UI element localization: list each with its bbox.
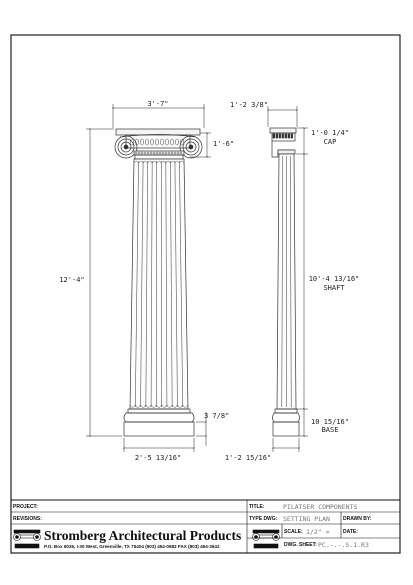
title-label: TITLE:: [249, 504, 265, 510]
front-elevation: [59, 100, 234, 462]
type-dwg-value: SETTING PLAN: [283, 515, 330, 523]
front-capital-height-dim: 1'-6": [213, 140, 235, 148]
scale-label: SCALE:: [284, 529, 303, 535]
date-label: DATE:: [343, 529, 358, 535]
sheet-border: [11, 35, 400, 553]
dentil: [273, 134, 275, 138]
dentil: [276, 134, 278, 138]
company-logo-left: [14, 530, 41, 548]
side-capital-dentils: [273, 134, 293, 138]
side-top-depth-dim: 1'-2 3/8": [230, 101, 268, 109]
scale-value: 1/2" =: [306, 528, 330, 536]
side-bottom-depth-dim: 1'-2 15/16": [224, 454, 272, 462]
front-overall-height-dim: 12'-4": [59, 276, 85, 284]
dentil: [288, 134, 290, 138]
side-elevation: [225, 101, 359, 462]
dentil: [285, 134, 287, 138]
side-shaft-label: SHAFT: [323, 284, 345, 292]
company-address: P.O. Box 6036, I-30 West, Greenville, TX 75404 (903) 454-0682 FAX (903) 454-3642: [44, 544, 220, 549]
side-base-dim: 10 15/16": [311, 418, 349, 426]
front-shaft: [130, 159, 188, 409]
dwg-sheet-value: PC.-.-.S.1.R3: [318, 541, 369, 549]
front-width-dim: 3'-7": [147, 100, 169, 108]
drawn-by-label: DRAWN BY:: [343, 516, 372, 522]
front-base-torus: [124, 413, 194, 422]
front-plinth: [124, 422, 194, 436]
side-base-label: BASE: [321, 426, 339, 434]
side-cap-dim: 1'-0 1/4": [311, 129, 349, 137]
revisions-label: REVISIONS:: [13, 516, 42, 522]
side-abacus: [270, 128, 296, 133]
dentil: [282, 134, 284, 138]
company-logo-right: [253, 530, 280, 548]
side-astragal: [278, 150, 295, 154]
dentil: [279, 134, 281, 138]
front-base-fillet: [128, 409, 190, 413]
side-cap-label: CAP: [323, 138, 337, 146]
title-value: PILATSER COMPONENTS: [283, 503, 358, 511]
front-necking: [135, 155, 183, 159]
dentil: [291, 134, 293, 138]
side-shaft-dim: 10'-4 13/16": [308, 275, 360, 283]
front-base-width-dim: 2'-5 13/16": [134, 454, 182, 462]
company-name: Stromberg Architectural Products: [44, 528, 242, 543]
side-base-torus: [273, 413, 300, 422]
front-base-step-dim: 3 7/8": [204, 412, 230, 420]
side-plinth: [273, 422, 299, 436]
project-label: PROJECT:: [13, 504, 38, 510]
title-block: [11, 500, 400, 553]
side-base-fillet: [275, 409, 297, 413]
dwg-sheet-label: DWG. SHEET:: [284, 542, 317, 548]
front-abacus: [116, 129, 200, 135]
type-dwg-label: TYPE DWG:: [249, 516, 278, 522]
